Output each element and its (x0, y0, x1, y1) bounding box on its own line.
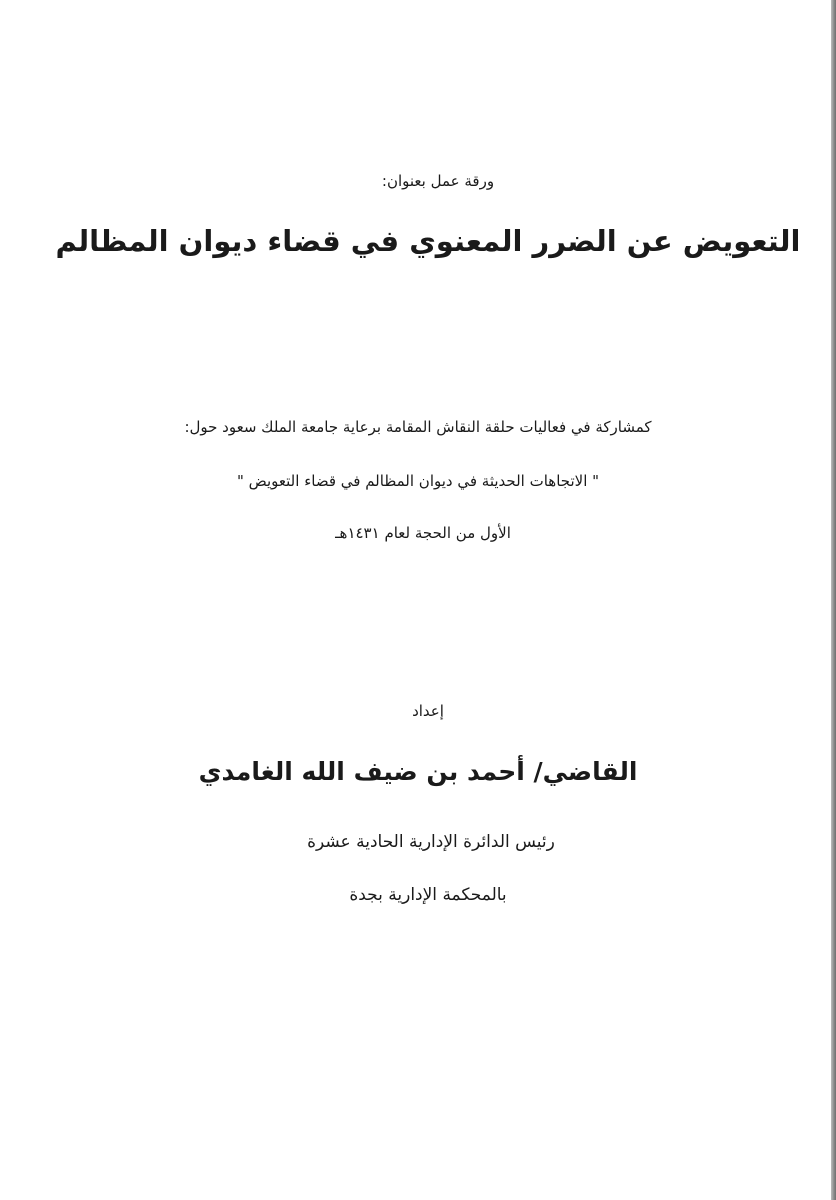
paper-title: التعويض عن الضرر المعنوي في قضاء ديوان المظالم (55, 224, 801, 258)
author-name: القاضي/ أحمد بن ضيف الله الغامدي (198, 757, 638, 786)
discussion-theme: " الاتجاهات الحديثة في ديوان المظالم في قضاء التعويض " (236, 472, 600, 490)
event-date: الأول من الحجة لعام ١٤٣١هـ (335, 524, 511, 542)
paper-label: ورقة عمل بعنوان: (381, 172, 495, 190)
scan-edge-shadow (831, 0, 836, 1200)
prepared-by-label: إعداد (412, 702, 444, 720)
author-position: رئيس الدائرة الإدارية الحادية عشرة (307, 832, 555, 852)
participation-line: كمشاركة في فعاليات حلقة النقاش المقامة برعاية جامعة الملك سعود حول: (184, 418, 652, 436)
author-court: بالمحكمة الإدارية بجدة (349, 885, 507, 905)
